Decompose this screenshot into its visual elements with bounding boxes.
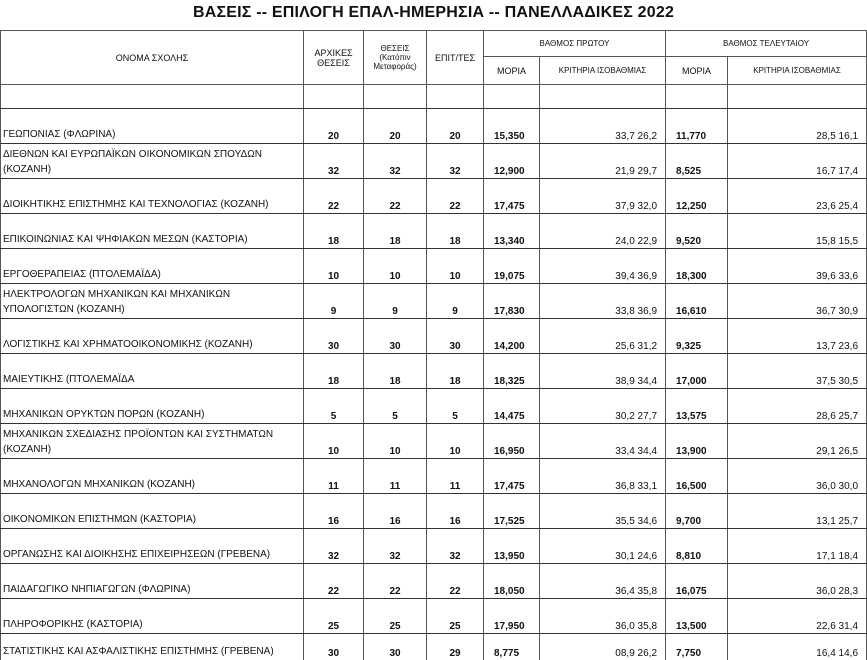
first-moria-cell: 17,525 — [484, 494, 540, 529]
school-name-line: ΔΙΟΙΚΗΤΙΚΗΣ ΕΠΙΣΤΗΜΗΣ ΚΑΙ ΤΕΧΝΟΛΟΓΙΑΣ (ΚΟΖΑΝΗ) — [3, 197, 303, 212]
school-name-line: ΠΑΙΔΑΓΩΓΙΚΟ ΝΗΠΙΑΓΩΓΩΝ (ΦΛΩΡΙΝΑ) — [3, 582, 303, 597]
positions-cell: 22 — [364, 179, 427, 214]
school-name-line: ΛΟΓΙΣΤΙΚΗΣ ΚΑΙ ΧΡΗΜΑΤΟΟΙΚΟΝΟΜΙΚΗΣ (ΚΟΖΑΝΗ) — [3, 337, 303, 352]
last-moria-cell: 13,575 — [666, 389, 728, 424]
first-criteria-cell: 36,4 35,8 — [540, 564, 666, 599]
admitted-cell: 5 — [427, 389, 484, 424]
header-first-criteria: ΚΡΙΤΗΡΙΑ ΙΣΟΒΑΘΜΙΑΣ — [540, 57, 666, 85]
initial-positions-cell: 22 — [304, 179, 364, 214]
initial-positions-cell: 32 — [304, 529, 364, 564]
school-name-cell — [1, 529, 304, 564]
first-criteria-cell: 08,9 26,2 — [540, 634, 666, 660]
first-moria-cell: 18,050 — [484, 564, 540, 599]
initial-positions-cell: 16 — [304, 494, 364, 529]
last-moria-cell: 8,810 — [666, 529, 728, 564]
header-initial-positions: ΑΡΧΙΚΕΣ ΘΕΣΕΙΣ — [304, 31, 364, 85]
first-moria-cell: 17,950 — [484, 599, 540, 634]
positions-cell: 22 — [364, 564, 427, 599]
admitted-cell: 22 — [427, 564, 484, 599]
first-moria-cell: 17,475 — [484, 179, 540, 214]
positions-cell: 5 — [364, 389, 427, 424]
initial-positions-cell: 32 — [304, 144, 364, 179]
first-moria-cell: 14,475 — [484, 389, 540, 424]
header-admitted: ΕΠΙΤ/ΤΕΣ — [427, 31, 484, 85]
last-criteria-cell: 22,6 31,4 — [728, 599, 867, 634]
initial-positions-cell: 10 — [304, 424, 364, 459]
first-criteria-cell: 30,2 27,7 — [540, 389, 666, 424]
last-moria-cell: 7,750 — [666, 634, 728, 660]
last-moria-cell: 16,075 — [666, 564, 728, 599]
initial-positions-cell: 18 — [304, 214, 364, 249]
admitted-cell: 32 — [427, 529, 484, 564]
school-name-line: ΠΛΗΡΟΦΟΡΙΚΗΣ (ΚΑΣΤΟΡΙΑ) — [3, 617, 303, 632]
table-body — [1, 85, 867, 660]
school-name-cell — [1, 459, 304, 494]
school-name-line: ΗΛΕΚΤΡΟΛΟΓΩΝ ΜΗΧΑΝΙΚΩΝ ΚΑΙ ΜΗΧΑΝΙΚΩΝ — [3, 287, 303, 302]
school-name-line: ΜΗΧΑΝΙΚΩΝ ΣΧΕΔΙΑΣΗΣ ΠΡΟΪΟΝΤΩΝ ΚΑΙ ΣΥΣΤΗΜΑΤΩΝ — [3, 427, 303, 442]
last-moria-cell: 9,325 — [666, 319, 728, 354]
school-name-line: ΕΠΙΚΟΙΝΩΝΙΑΣ ΚΑΙ ΨΗΦΙΑΚΩΝ ΜΕΣΩΝ (ΚΑΣΤΟΡΙΑ) — [3, 232, 303, 247]
admitted-cell: 18 — [427, 354, 484, 389]
first-criteria-cell: 33,4 34,4 — [540, 424, 666, 459]
table-row — [1, 109, 867, 144]
results-table — [0, 30, 867, 660]
school-name-cell — [1, 634, 304, 660]
first-moria-cell: 18,325 — [484, 354, 540, 389]
table-row — [1, 179, 867, 214]
admitted-cell: 18 — [427, 214, 484, 249]
last-moria-cell: 9,700 — [666, 494, 728, 529]
first-criteria-cell: 25,6 31,2 — [540, 319, 666, 354]
admitted-cell: 29 — [427, 634, 484, 660]
admitted-cell: 32 — [427, 144, 484, 179]
admitted-cell: 9 — [427, 284, 484, 319]
school-name-cell — [1, 424, 304, 459]
positions-cell: 10 — [364, 424, 427, 459]
positions-cell: 30 — [364, 634, 427, 660]
table-row — [1, 144, 867, 179]
first-moria-cell: 12,900 — [484, 144, 540, 179]
school-name-cell — [1, 144, 304, 179]
initial-positions-cell: 11 — [304, 459, 364, 494]
school-name-cell — [1, 214, 304, 249]
admitted-cell: 30 — [427, 319, 484, 354]
table-row — [1, 354, 867, 389]
positions-cell: 16 — [364, 494, 427, 529]
page-title: ΒΑΣΕΙΣ -- ΕΠΙΛΟΓΗ ΕΠΑΛ-ΗΜΕΡΗΣΙΑ -- ΠΑΝΕΛΛΑΔΙΚΕΣ 2022 — [0, 4, 867, 22]
first-criteria-cell: 37,9 32,0 — [540, 179, 666, 214]
spacer-row — [1, 85, 867, 109]
last-moria-cell: 18,300 — [666, 249, 728, 284]
initial-positions-cell: 30 — [304, 319, 364, 354]
last-moria-cell: 12,250 — [666, 179, 728, 214]
last-moria-cell: 13,500 — [666, 599, 728, 634]
header-last-criteria: ΚΡΙΤΗΡΙΑ ΙΣΟΒΑΘΜΙΑΣ — [728, 57, 867, 85]
initial-positions-cell: 18 — [304, 354, 364, 389]
last-moria-cell: 11,770 — [666, 109, 728, 144]
table-row — [1, 319, 867, 354]
first-criteria-cell: 39,4 36,9 — [540, 249, 666, 284]
header-last-moria: ΜΟΡΙΑ — [666, 57, 728, 85]
first-criteria-cell: 36,0 35,8 — [540, 599, 666, 634]
school-name-cell — [1, 564, 304, 599]
positions-cell: 32 — [364, 529, 427, 564]
school-name-cell — [1, 389, 304, 424]
school-name-cell — [1, 494, 304, 529]
last-criteria-cell: 23,6 25,4 — [728, 179, 867, 214]
admitted-cell: 10 — [427, 424, 484, 459]
first-moria-cell: 13,340 — [484, 214, 540, 249]
last-criteria-cell: 13,7 23,6 — [728, 319, 867, 354]
table-row — [1, 564, 867, 599]
last-criteria-cell: 36,0 30,0 — [728, 459, 867, 494]
school-name-line: ΔΙΕΘΝΩΝ ΚΑΙ ΕΥΡΩΠΑΪΚΩΝ ΟΙΚΟΝΟΜΙΚΩΝ ΣΠΟΥΔΩΝ — [3, 147, 303, 162]
last-criteria-cell: 16,4 14,6 — [728, 634, 867, 660]
first-criteria-cell: 36,8 33,1 — [540, 459, 666, 494]
first-moria-cell: 13,950 — [484, 529, 540, 564]
first-moria-cell: 17,475 — [484, 459, 540, 494]
school-name-cell — [1, 179, 304, 214]
positions-cell: 11 — [364, 459, 427, 494]
first-moria-cell: 19,075 — [484, 249, 540, 284]
school-name-line: (ΚΟΖΑΝΗ) — [3, 442, 303, 457]
last-moria-cell: 9,520 — [666, 214, 728, 249]
last-criteria-cell: 16,7 17,4 — [728, 144, 867, 179]
school-name-line: ΕΡΓΟΘΕΡΑΠΕΙΑΣ (ΠΤΟΛΕΜΑΪΔΑ) — [3, 267, 303, 282]
initial-positions-cell: 20 — [304, 109, 364, 144]
last-criteria-cell: 13,1 25,7 — [728, 494, 867, 529]
school-name-line: ΣΤΑΤΙΣΤΙΚΗΣ ΚΑΙ ΑΣΦΑΛΙΣΤΙΚΗΣ ΕΠΙΣΤΗΜΗΣ (ΓΡΕΒΕΝΑ) — [3, 644, 303, 659]
last-moria-cell: 8,525 — [666, 144, 728, 179]
first-criteria-cell: 38,9 34,4 — [540, 354, 666, 389]
initial-positions-cell: 22 — [304, 564, 364, 599]
positions-cell: 9 — [364, 284, 427, 319]
initial-positions-cell: 5 — [304, 389, 364, 424]
last-moria-cell: 16,500 — [666, 459, 728, 494]
positions-cell: 25 — [364, 599, 427, 634]
school-name-cell — [1, 249, 304, 284]
first-moria-cell: 15,350 — [484, 109, 540, 144]
positions-cell: 20 — [364, 109, 427, 144]
admitted-cell: 16 — [427, 494, 484, 529]
positions-cell: 30 — [364, 319, 427, 354]
school-name-line: ΟΙΚΟΝΟΜΙΚΩΝ ΕΠΙΣΤΗΜΩΝ (ΚΑΣΤΟΡΙΑ) — [3, 512, 303, 527]
table-row — [1, 424, 867, 459]
first-moria-cell: 8,775 — [484, 634, 540, 660]
school-name-cell — [1, 109, 304, 144]
initial-positions-cell: 9 — [304, 284, 364, 319]
table-row — [1, 389, 867, 424]
school-name-cell — [1, 354, 304, 389]
first-criteria-cell: 21,9 29,7 — [540, 144, 666, 179]
table-row — [1, 494, 867, 529]
positions-cell: 18 — [364, 354, 427, 389]
first-moria-cell: 14,200 — [484, 319, 540, 354]
last-criteria-cell: 17,1 18,4 — [728, 529, 867, 564]
table-row — [1, 459, 867, 494]
last-criteria-cell: 28,5 16,1 — [728, 109, 867, 144]
first-moria-cell: 17,830 — [484, 284, 540, 319]
table-row — [1, 284, 867, 319]
first-criteria-cell: 35,5 34,6 — [540, 494, 666, 529]
last-moria-cell: 16,610 — [666, 284, 728, 319]
school-name-line: ΓΕΩΠΟΝΙΑΣ (ΦΛΩΡΙΝΑ) — [3, 127, 303, 142]
last-criteria-cell: 37,5 30,5 — [728, 354, 867, 389]
first-criteria-cell: 33,7 26,2 — [540, 109, 666, 144]
admitted-cell: 22 — [427, 179, 484, 214]
school-name-line: ΜΗΧΑΝΟΛΟΓΩΝ ΜΗΧΑΝΙΚΩΝ (ΚΟΖΑΝΗ) — [3, 477, 303, 492]
school-name-line: ΜΗΧΑΝΙΚΩΝ ΟΡΥΚΤΩΝ ΠΟΡΩΝ (ΚΟΖΑΝΗ) — [3, 407, 303, 422]
first-criteria-cell: 24,0 22,9 — [540, 214, 666, 249]
last-moria-cell: 13,900 — [666, 424, 728, 459]
last-criteria-cell: 28,6 25,7 — [728, 389, 867, 424]
last-criteria-cell: 36,7 30,9 — [728, 284, 867, 319]
first-criteria-cell: 33,8 36,9 — [540, 284, 666, 319]
admitted-cell: 20 — [427, 109, 484, 144]
school-name-line: ΟΡΓΑΝΩΣΗΣ ΚΑΙ ΔΙΟΙΚΗΣΗΣ ΕΠΙΧΕΙΡΗΣΕΩΝ (ΓΡΕΒΕΝΑ) — [3, 547, 303, 562]
header-last-grade: ΒΑΘΜΟΣ ΤΕΛΕΥΤΑΙΟΥ — [666, 31, 867, 57]
positions-cell: 32 — [364, 144, 427, 179]
school-name-cell — [1, 599, 304, 634]
table-row — [1, 599, 867, 634]
admitted-cell: 25 — [427, 599, 484, 634]
school-name-line: (ΚΟΖΑΝΗ) — [3, 162, 303, 177]
last-criteria-cell: 36,0 28,3 — [728, 564, 867, 599]
last-moria-cell: 17,000 — [666, 354, 728, 389]
table-row — [1, 529, 867, 564]
table-row — [1, 249, 867, 284]
school-name-cell — [1, 284, 304, 319]
initial-positions-cell: 25 — [304, 599, 364, 634]
positions-cell: 10 — [364, 249, 427, 284]
admitted-cell: 11 — [427, 459, 484, 494]
last-criteria-cell: 29,1 26,5 — [728, 424, 867, 459]
school-name-cell — [1, 319, 304, 354]
admitted-cell: 10 — [427, 249, 484, 284]
header-first-moria: ΜΟΡΙΑ — [484, 57, 540, 85]
positions-cell: 18 — [364, 214, 427, 249]
initial-positions-cell: 10 — [304, 249, 364, 284]
header-positions-after-transfer: ΘΕΣΕΙΣ (Κατόπιν Μεταφοράς) — [364, 31, 427, 85]
last-criteria-cell: 15,8 15,5 — [728, 214, 867, 249]
school-name-line: ΥΠΟΛΟΓΙΣΤΩΝ (ΚΟΖΑΝΗ) — [3, 302, 303, 317]
header-first-grade: ΒΑΘΜΟΣ ΠΡΩΤΟΥ — [484, 31, 666, 57]
table-row — [1, 634, 867, 660]
last-criteria-cell: 39,6 33,6 — [728, 249, 867, 284]
school-name-line: ΜΑΙΕΥΤΙΚΗΣ (ΠΤΟΛΕΜΑΪΔΑ — [3, 372, 303, 387]
initial-positions-cell: 30 — [304, 634, 364, 660]
first-moria-cell: 16,950 — [484, 424, 540, 459]
header-school-name: ΟΝΟΜΑ ΣΧΟΛΗΣ — [1, 31, 304, 85]
first-criteria-cell: 30,1 24,6 — [540, 529, 666, 564]
table-row — [1, 214, 867, 249]
